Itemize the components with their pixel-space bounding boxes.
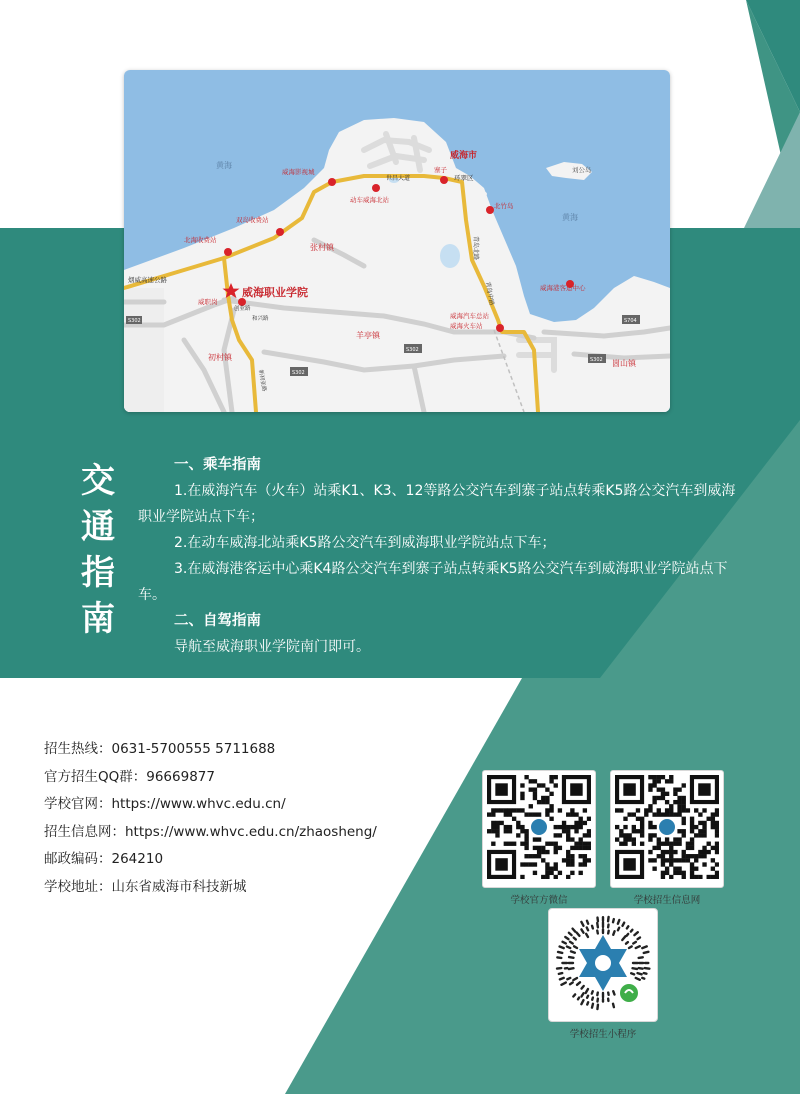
hotline: 招生热线：0631-5700555 5711688	[44, 741, 276, 757]
station-label: 北海收费站	[184, 236, 217, 244]
sea-label-left: 黄海	[216, 161, 232, 170]
road-label-hexing: 和兴路	[252, 316, 269, 322]
road-label-xinchu: 新初张路	[257, 369, 267, 393]
road-label-shichang: 世昌大道	[386, 175, 411, 182]
qr-miniapp	[548, 908, 658, 1040]
station-label: 威海火车站	[450, 322, 483, 330]
traffic-guide	[138, 452, 738, 660]
road-shield: S302	[406, 347, 419, 353]
section-title-char: 南	[81, 599, 115, 639]
station-label: 动车威海北站	[350, 196, 389, 204]
guide-paragraph: 3.在威海港客运中心乘K4路公交汽车到寨子站点转乘K5路公交汽车到威海职业学院站点下车。	[138, 561, 728, 603]
qr-code-icon	[482, 770, 596, 888]
traffic-map	[124, 70, 670, 412]
station-label: 北竹岛	[494, 202, 514, 210]
district-label: 环翠区	[454, 174, 474, 182]
road-shield: S302	[292, 370, 305, 376]
guide-paragraph: 1.在威海汽车（火车）站乘K1、K3、12等路公交汽车到寨子站点转乘K5路公交汽车到威海职业学院站点下车；	[138, 483, 736, 525]
qq-group: 官方招生QQ群：96669877	[44, 768, 215, 785]
section-title	[74, 458, 122, 642]
qr-caption: 学校官方微信	[510, 895, 568, 906]
admission-site-link[interactable]: 招生信息网：https://www.whvc.edu.cn/zhaosheng/	[44, 823, 377, 840]
guide-heading-drive: 二、自驾指南	[174, 613, 261, 629]
city-label: 威海市	[450, 151, 478, 161]
road-shield: S302	[590, 357, 603, 363]
school-label: 威海职业学院	[242, 286, 308, 299]
qr-caption: 学校招生小程序	[569, 1029, 637, 1040]
road-label-chuangye: 创业路	[234, 306, 251, 312]
station-label: 威职岗	[198, 298, 218, 306]
station-label: 寨子	[434, 166, 447, 174]
station-label: 双岛收费站	[236, 216, 269, 224]
sea-label-right: 黄海	[562, 213, 578, 222]
qr-caption: 学校招生信息网	[633, 895, 701, 906]
contact-info	[44, 736, 464, 901]
town-label: 崮山镇	[612, 359, 636, 368]
guide-heading-bus: 一、乘车指南	[174, 457, 261, 473]
highway-label: 烟威高速公路	[128, 276, 167, 284]
town-label: 初村镇	[208, 353, 232, 362]
town-label: 羊亭镇	[356, 331, 380, 340]
road-label-qingdao-mid: 青岛中路	[484, 281, 496, 306]
section-title-char: 交	[81, 461, 115, 501]
section-title-char: 指	[81, 553, 115, 593]
guide-paragraph: 2.在动车威海北站乘K5路公交汽车到威海职业学院站点下车；	[174, 535, 556, 551]
qr-code-icon	[610, 770, 724, 888]
qr-wechat	[482, 770, 596, 906]
station-label: 威海汽车总站	[450, 312, 489, 320]
station-label: 威海影视城	[282, 168, 315, 176]
miniapp-code-icon	[548, 908, 658, 1022]
island-label: 刘公岛	[572, 166, 592, 174]
station-label: 威海港客运中心	[540, 284, 586, 292]
road-shield: S704	[624, 318, 637, 324]
guide-paragraph: 导航至威海职业学院南门即可。	[174, 639, 370, 655]
address: 学校地址：山东省威海市科技新城	[44, 878, 247, 895]
website-link[interactable]: 学校官网：https://www.whvc.edu.cn/	[44, 796, 286, 812]
road-shield: S302	[128, 318, 141, 324]
road-label-qingdao-north: 青岛北路	[472, 236, 479, 261]
postcode: 邮政编码：264210	[44, 851, 164, 867]
section-title-char: 通	[81, 507, 115, 547]
qr-site	[610, 770, 724, 906]
town-label: 张村镇	[310, 243, 334, 252]
